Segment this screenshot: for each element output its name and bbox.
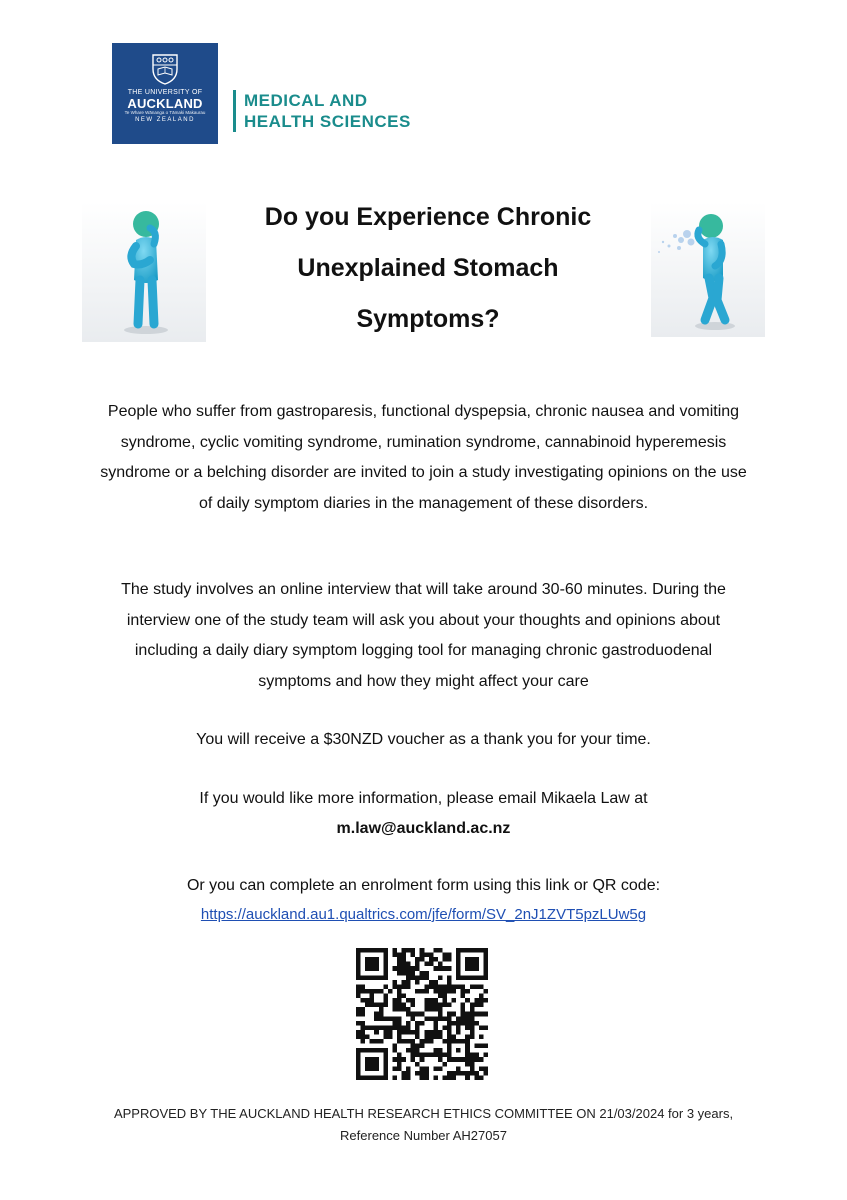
voucher-paragraph: You will receive a $30NZD voucher as a thank you for your time. [196, 731, 651, 748]
logo-country: NEW ZEALAND [135, 117, 195, 123]
person-stomach-ache-icon [82, 202, 206, 342]
contact-text: If you would like more information, please email Mikaela Law at [199, 790, 648, 807]
enrol-text: Or you can complete an enrolment form using this link or QR code: [186, 877, 661, 894]
person-vomiting-icon [651, 202, 765, 337]
faculty-name [233, 90, 411, 132]
page-title [222, 192, 634, 345]
title-line3: Symptoms? [356, 305, 500, 333]
logo-line2: AUCKLAND [127, 96, 203, 111]
faculty-line1: MEDICAL AND [244, 91, 368, 110]
footer-line1: APPROVED BY THE AUCKLAND HEALTH RESEARCH ETHICS COMMITTEE ON 21/03/2024 for 3 years, [113, 1106, 734, 1121]
enrolment-link[interactable]: https://auckland.au1.qualtrics.com/jfe/form/SV_2nJ1ZVT5pzLUw5g [200, 906, 647, 923]
ethics-approval-footer [60, 1103, 787, 1147]
university-logo [112, 43, 218, 144]
intro-paragraph: People who suffer from gastroparesis, functional dyspepsia, chronic nausea and vomiting syndrome, cyclic vomiting syndrome, rumination syndrome, cannabinoid hyperemesis syndrome or a belching disorder are invited to join a study investigating opinions on the use of daily symptom diaries in the management of these disorders. [100, 403, 747, 512]
title-line2: Unexplained Stomach [297, 254, 559, 282]
qr-code-icon[interactable] [356, 948, 488, 1080]
footer-line2: Reference Number AH27057 [340, 1128, 507, 1143]
logo-line1: THE UNIVERSITY OF [127, 89, 203, 96]
crest-icon [150, 53, 180, 85]
faculty-line2: HEALTH SCIENCES [244, 112, 411, 131]
logo-motto: Te Whare Wānanga o Tāmaki Makaurau [124, 110, 206, 115]
title-line1: Do you Experience Chronic [264, 203, 592, 231]
study-description-paragraph: The study involves an online interview that will take around 30-60 minutes. During the interview one of the study team will ask you about your thoughts and opinions about including a daily diary symptom logging tool for managing chronic gastroduodenal symptoms and how they might affect your care [121, 581, 726, 690]
contact-email[interactable]: m.law@auckland.ac.nz [336, 820, 511, 837]
